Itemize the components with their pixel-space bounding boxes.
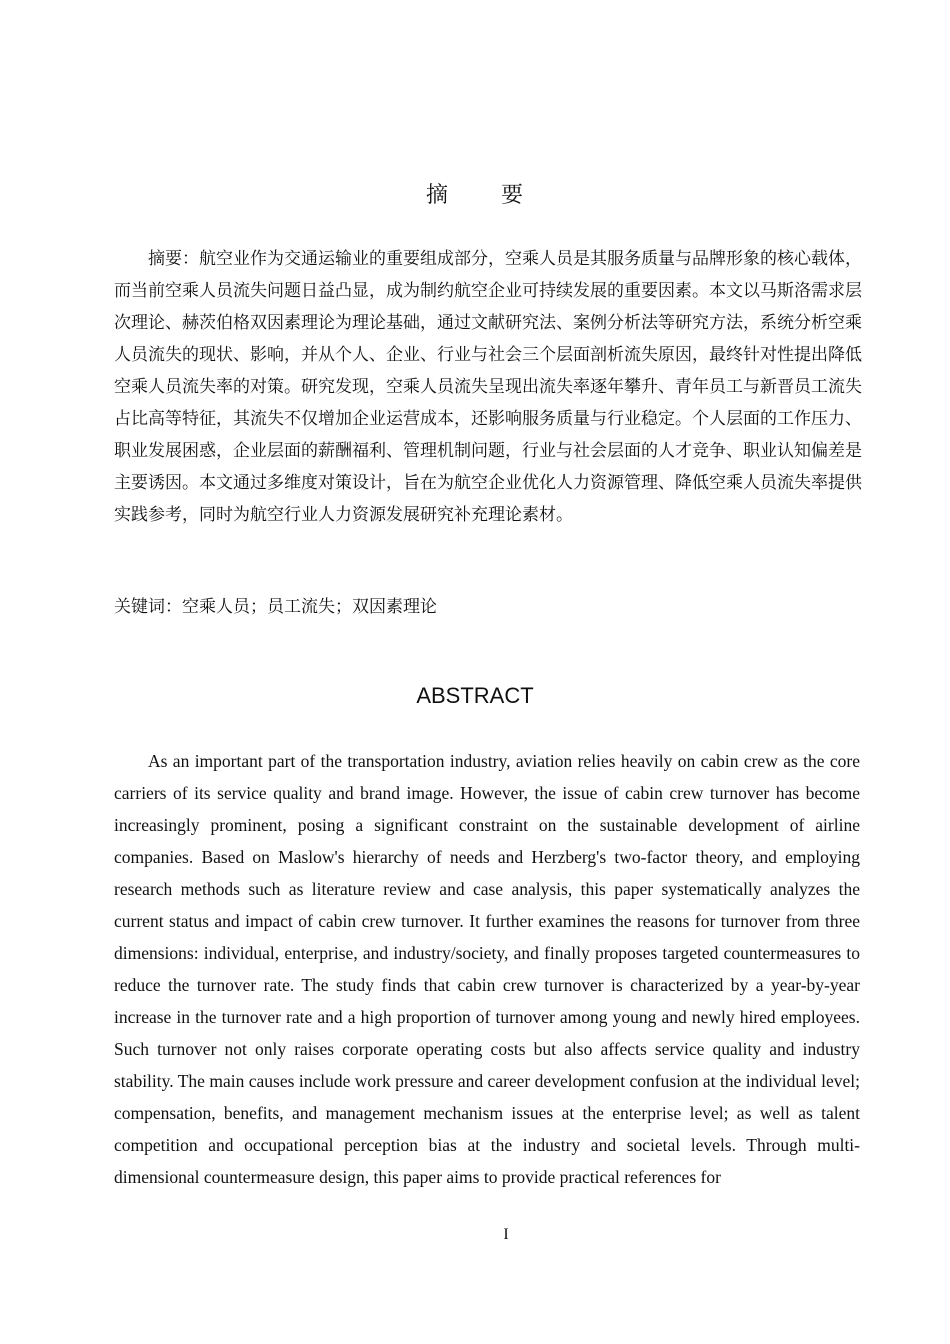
keywords-value: 空乘人员；员工流失；双因素理论 [182,597,437,617]
chinese-abstract-body: 摘要：航空业作为交通运输业的重要组成部分，空乘人员是其服务质量与品牌形象的核心载体，而当前空乘人员流失问题日益凸显，成为制约航空企业可持续发展的重要因素。本文以马斯洛需求层次理论、赫茨伯格双因素理论为理论基础，通过文献研究法、案例分析法等研究方法，系统分析空乘人员流失的现状、影响，并从个人、企业、行业与社会三个层面剖析流失原因，最终针对性提出降低空乘人员流失率的对策。研究发现，空乘人员流失呈现出流失率逐年攀升、青年员工与新晋员工流失占比高等特征，其流失不仅增加企业运营成本，还影响服务质量与行业稳定。个人层面的工作压力、职业发展困惑，企业层面的薪酬福利、管理机制问题，行业与社会层面的人才竞争、职业认知偏差是主要诱因。本文通过多维度对策设计，旨在为航空企业优化人力资源管理、降低空乘人员流失率提供实践参考，同时为航空行业人力资源发展研究补充理论素材。 [114,249,862,525]
english-abstract-title: ABSTRACT [416,683,534,708]
title-char-2: 要 [501,183,525,208]
keywords-label: 关键词： [114,597,182,617]
page-number: I [503,1226,509,1243]
title-char-1: 摘 [425,183,449,208]
chinese-abstract-title [0,178,950,209]
chinese-keywords [114,591,862,623]
english-abstract-body: As an important part of the transportation industry, aviation relies heavily on cabin crew as the core carriers of its service quality and brand image. However, the issue of cabin crew turnover has become increasingly prominent, posing a significant constraint on the sustainable development of airline companies. Based on Maslow's hierarchy of needs and Herzberg's two-factor theory, and employing research methods such as literature review and case analysis, this paper systematically analyzes the current status and impact of cabin crew turnover. It further examines the reasons for turnover from three dimensions: individual, enterprise, and industry/society, and finally proposes targeted countermeasures to reduce the turnover rate. The study finds that cabin crew turnover is characterized by a year-by-year increase in the turnover rate and a high proportion of turnover among young and newly hired employees. Such turnover not only raises corporate operating costs but also affects service quality and industry stability. The main causes include work pressure and career development confusion at the individual level; compensation, benefits, and management mechanism issues at the enterprise level; as well as talent competition and occupational perception bias at the industry and societal levels. Through multi-dimensional countermeasure design, this paper aims to provide practical references for [114,751,860,1187]
